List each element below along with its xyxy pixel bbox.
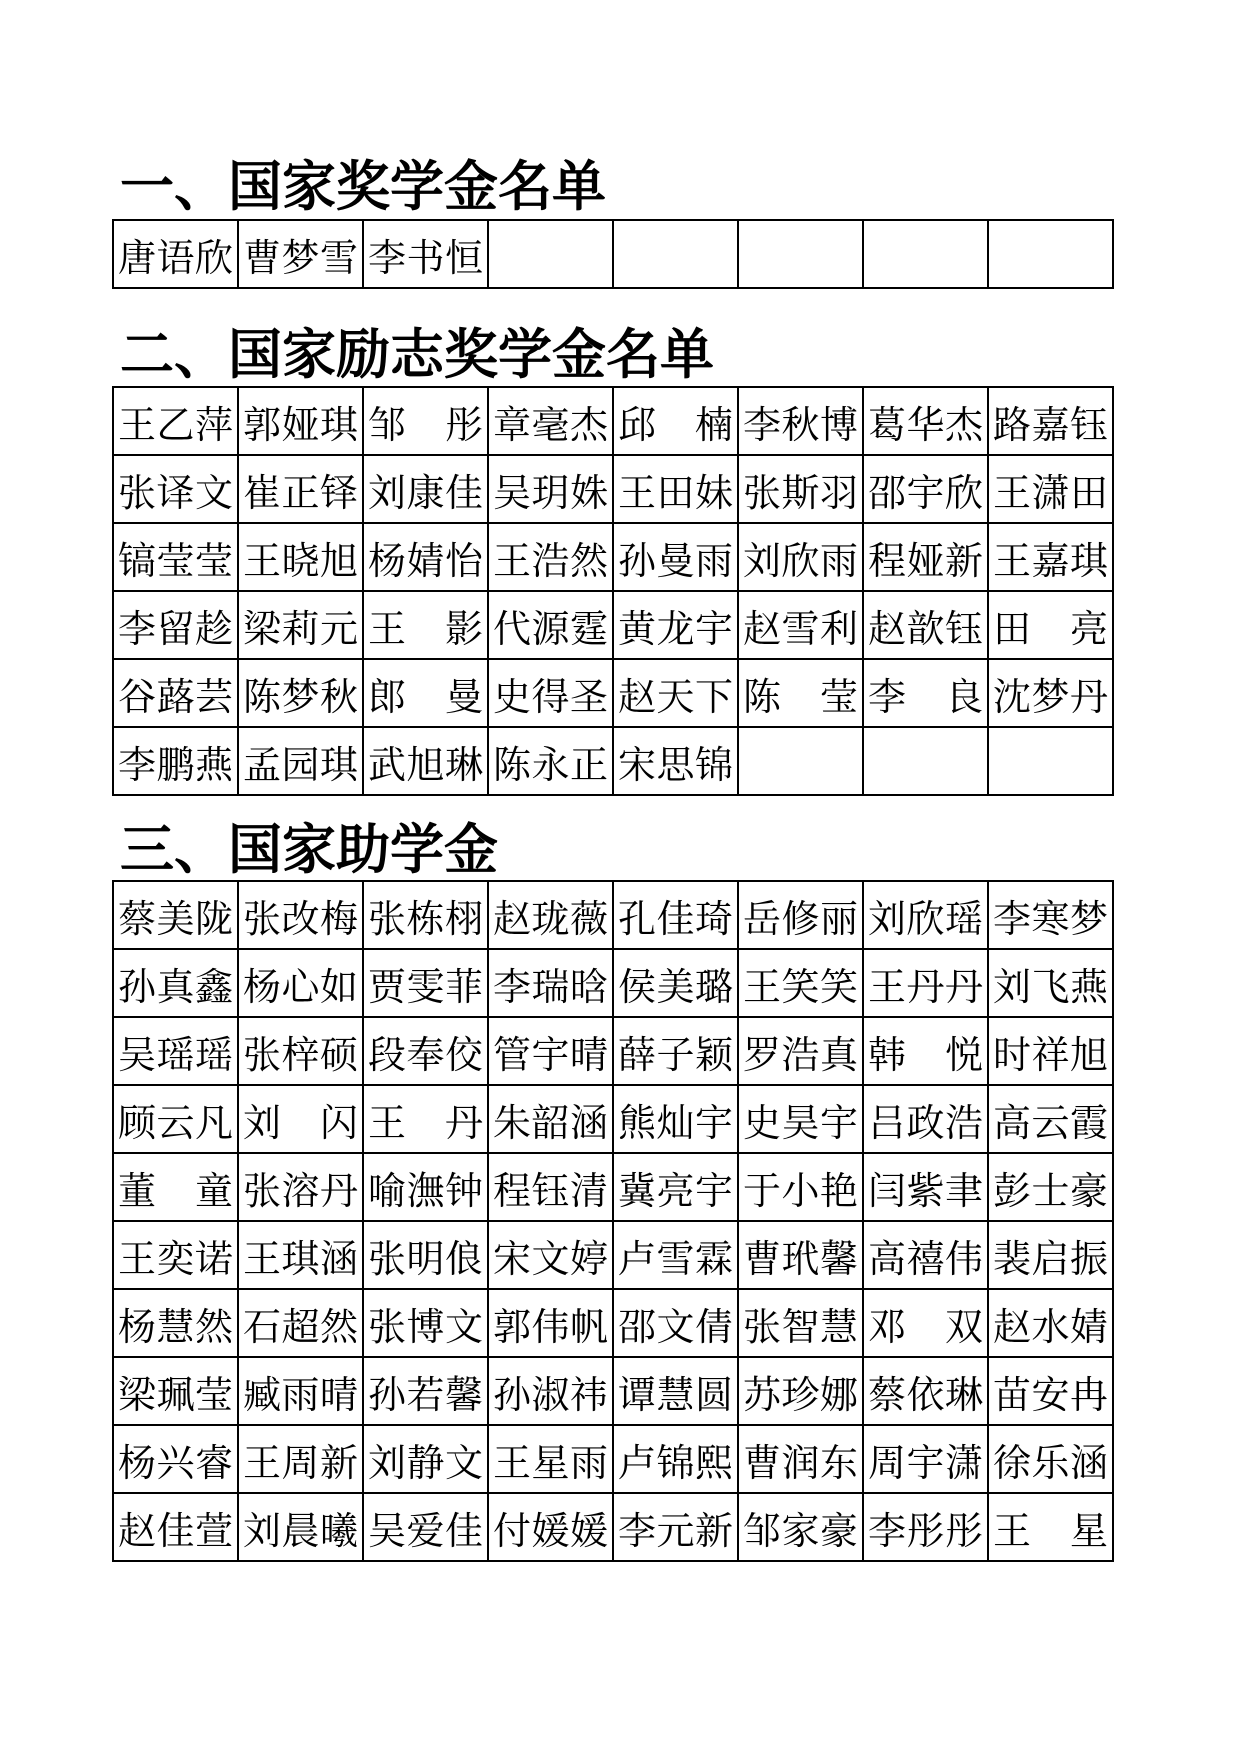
student-name	[864, 221, 987, 287]
student-name: 曹 玳 馨	[743, 1236, 858, 1281]
student-name: 喻 潕 钟	[368, 1168, 483, 1213]
name-cell	[613, 1221, 738, 1289]
name-cell	[863, 659, 988, 727]
name-cell	[488, 1493, 613, 1561]
name-cell	[988, 1425, 1113, 1493]
name-cell	[613, 881, 738, 949]
student-name: 唐 语 欣	[118, 235, 233, 280]
table-row	[113, 1493, 1113, 1561]
student-name: 王 周 新	[243, 1440, 358, 1485]
student-name: 徐 乐 涵	[993, 1440, 1108, 1485]
student-name: 刘 闪	[243, 1100, 358, 1145]
student-name: 卢 锦 熙	[618, 1440, 733, 1485]
name-cell	[613, 220, 738, 288]
name-cell	[238, 220, 363, 288]
student-name: 路 嘉 钰	[993, 402, 1108, 447]
name-cell	[363, 387, 488, 455]
student-name: 赵 珑 薇	[493, 896, 608, 941]
name-cell	[113, 727, 238, 795]
name-cell	[738, 1085, 863, 1153]
name-cell	[613, 1493, 738, 1561]
student-name: 管 宇 晴	[493, 1032, 608, 1077]
name-cell	[363, 1289, 488, 1357]
name-cell	[988, 949, 1113, 1017]
student-name: 梁 珮 莹	[118, 1372, 233, 1417]
student-name: 张 梓 硕	[243, 1032, 358, 1077]
name-cell	[363, 1493, 488, 1561]
student-name: 武 旭 琳	[368, 742, 483, 787]
student-name: 冀 亮 宇	[618, 1168, 733, 1213]
name-cell	[613, 1153, 738, 1221]
table-row	[113, 949, 1113, 1017]
student-name: 杨 婧 怡	[368, 538, 483, 583]
name-cell	[363, 220, 488, 288]
name-cell	[988, 1221, 1113, 1289]
name-cell	[238, 1221, 363, 1289]
student-name: 赵 雪 利	[743, 606, 858, 651]
name-cell	[488, 659, 613, 727]
student-name: 陈 永 正	[493, 742, 608, 787]
name-cell	[863, 1153, 988, 1221]
name-cell	[363, 1085, 488, 1153]
student-name: 吴 瑶 瑶	[118, 1032, 233, 1077]
name-cell	[488, 1153, 613, 1221]
name-cell	[613, 1017, 738, 1085]
name-cell	[113, 220, 238, 288]
name-cell	[488, 727, 613, 795]
table-row	[113, 455, 1113, 523]
name-cell	[863, 1085, 988, 1153]
student-name	[739, 728, 862, 794]
name-cell	[738, 881, 863, 949]
student-name: 曹 梦 雪	[243, 235, 358, 280]
student-name: 梁 莉 元	[243, 606, 358, 651]
student-name: 周 宇 潇	[868, 1440, 983, 1485]
name-cell	[113, 591, 238, 659]
student-name: 赵 水 婧	[993, 1304, 1108, 1349]
name-cell	[488, 949, 613, 1017]
name-cell	[113, 1493, 238, 1561]
name-cell	[238, 659, 363, 727]
student-name: 史 得 圣	[493, 674, 608, 719]
name-cell	[238, 1153, 363, 1221]
student-name: 程 娅 新	[868, 538, 983, 583]
table-row	[113, 727, 1113, 795]
name-cell	[488, 387, 613, 455]
name-cell	[863, 1289, 988, 1357]
name-cell	[488, 1289, 613, 1357]
student-name: 臧 雨 晴	[243, 1372, 358, 1417]
student-name: 刘 飞 燕	[993, 964, 1108, 1009]
student-name: 孙 真 鑫	[118, 964, 233, 1009]
student-name: 张 栋 栩	[368, 896, 483, 941]
name-cell	[363, 727, 488, 795]
name-cell	[113, 455, 238, 523]
student-name: 章 毫 杰	[493, 402, 608, 447]
student-name	[614, 221, 737, 287]
student-name: 王 嘉 琪	[993, 538, 1108, 583]
student-name: 李 留 趁	[118, 606, 233, 651]
name-cell	[238, 1017, 363, 1085]
student-name: 宋 文 婷	[493, 1236, 608, 1281]
student-name: 杨 心 如	[243, 964, 358, 1009]
name-cell	[363, 455, 488, 523]
name-cell	[863, 1425, 988, 1493]
student-name: 刘 静 文	[368, 1440, 483, 1485]
name-cell	[988, 1085, 1113, 1153]
name-cell	[988, 1017, 1113, 1085]
student-name: 吴 爱 佳	[368, 1508, 483, 1553]
table-row	[113, 523, 1113, 591]
name-cell	[238, 1085, 363, 1153]
name-cell	[363, 1425, 488, 1493]
student-name	[489, 221, 612, 287]
name-cell	[988, 591, 1113, 659]
student-name: 谷 蕗 芸	[118, 674, 233, 719]
student-name: 王 浩 然	[493, 538, 608, 583]
student-name: 韩 悦	[868, 1032, 983, 1077]
student-name: 闫 紫 聿	[868, 1168, 983, 1213]
student-name	[739, 221, 862, 287]
name-cell	[363, 1153, 488, 1221]
name-cell	[988, 881, 1113, 949]
name-cell	[863, 387, 988, 455]
student-name: 黄 龙 宇	[618, 606, 733, 651]
student-name: 张 智 慧	[743, 1304, 858, 1349]
table-row	[113, 1153, 1113, 1221]
student-name: 时 祥 旭	[993, 1032, 1108, 1077]
table-row	[113, 387, 1113, 455]
student-name	[989, 728, 1112, 794]
name-cell	[488, 1085, 613, 1153]
name-cell	[488, 1357, 613, 1425]
name-cell	[863, 881, 988, 949]
name-cell	[488, 881, 613, 949]
name-cell	[113, 881, 238, 949]
name-cell	[238, 387, 363, 455]
name-cell	[988, 220, 1113, 288]
student-name: 苏 珍 娜	[743, 1372, 858, 1417]
student-name: 蔡 美 陇	[118, 896, 233, 941]
student-name: 张 译 文	[118, 470, 233, 515]
student-name: 王 笑 笑	[743, 964, 858, 1009]
name-cell	[113, 387, 238, 455]
student-name: 高 云 霞	[993, 1100, 1108, 1145]
student-name: 杨 慧 然	[118, 1304, 233, 1349]
name-cell	[363, 1357, 488, 1425]
student-name: 宋 思 锦	[618, 742, 733, 787]
table-row	[113, 881, 1113, 949]
student-name: 刘 欣 雨	[743, 538, 858, 583]
student-name: 王 奕 诺	[118, 1236, 233, 1281]
student-name: 裴 启 振	[993, 1236, 1108, 1281]
name-cell	[738, 659, 863, 727]
name-cell	[738, 1289, 863, 1357]
student-name: 高 禧 伟	[868, 1236, 983, 1281]
student-name: 郎 曼	[368, 674, 483, 719]
student-name: 曹 润 东	[743, 1440, 858, 1485]
student-name: 杨 兴 睿	[118, 1440, 233, 1485]
student-name: 李 瑞 晗	[493, 964, 608, 1009]
name-cell	[613, 591, 738, 659]
national-encouragement-scholarship-table	[112, 386, 1114, 796]
student-name: 岳 修 丽	[743, 896, 858, 941]
student-name: 邵 宇 欣	[868, 470, 983, 515]
student-name: 史 昊 宇	[743, 1100, 858, 1145]
name-cell	[363, 659, 488, 727]
name-cell	[863, 455, 988, 523]
student-name: 邹 彤	[368, 402, 483, 447]
name-cell	[863, 523, 988, 591]
student-name	[989, 221, 1112, 287]
name-cell	[738, 1357, 863, 1425]
student-name: 陈 梦 秋	[243, 674, 358, 719]
student-name: 李 书 恒	[368, 235, 483, 280]
name-cell	[738, 727, 863, 795]
student-name: 邵 文 倩	[618, 1304, 733, 1349]
name-cell	[488, 455, 613, 523]
student-name: 熊 灿 宇	[618, 1100, 733, 1145]
table-row	[113, 659, 1113, 727]
name-cell	[363, 1017, 488, 1085]
student-name: 付 媛 媛	[493, 1508, 608, 1553]
name-cell	[238, 1425, 363, 1493]
student-name: 于 小 艳	[743, 1168, 858, 1213]
name-cell	[613, 523, 738, 591]
student-name: 顾 云 凡	[118, 1100, 233, 1145]
student-name: 王 琪 涵	[243, 1236, 358, 1281]
name-cell	[613, 1425, 738, 1493]
student-name: 张 改 梅	[243, 896, 358, 941]
name-cell	[738, 1017, 863, 1085]
table-row	[113, 591, 1113, 659]
student-name: 薛 子 颖	[618, 1032, 733, 1077]
name-cell	[738, 1221, 863, 1289]
name-cell	[613, 387, 738, 455]
student-name: 贾 雯 菲	[368, 964, 483, 1009]
student-name: 张 斯 羽	[743, 470, 858, 515]
name-cell	[738, 523, 863, 591]
student-name: 张 溶 丹	[243, 1168, 358, 1213]
name-cell	[488, 523, 613, 591]
name-cell	[863, 727, 988, 795]
name-cell	[863, 1017, 988, 1085]
student-name: 程 钰 清	[493, 1168, 608, 1213]
student-name: 代 源 霆	[493, 606, 608, 651]
student-name: 赵 歆 钰	[868, 606, 983, 651]
section-title-national-grant: 三、国家助学金	[120, 818, 498, 881]
section-title-national-encouragement-scholarship: 二、国家励志奖学金名单	[120, 323, 714, 386]
student-name: 王 星 雨	[493, 1440, 608, 1485]
table-row	[113, 1289, 1113, 1357]
name-cell	[613, 1289, 738, 1357]
name-cell	[988, 727, 1113, 795]
name-cell	[988, 387, 1113, 455]
name-cell	[863, 1493, 988, 1561]
student-name: 李 元 新	[618, 1508, 733, 1553]
name-cell	[238, 1493, 363, 1561]
table-row	[113, 220, 1113, 288]
student-name: 孔 佳 琦	[618, 896, 733, 941]
name-cell	[113, 1289, 238, 1357]
name-cell	[488, 1425, 613, 1493]
student-name: 张 博 文	[368, 1304, 483, 1349]
student-name: 石 超 然	[243, 1304, 358, 1349]
name-cell	[363, 949, 488, 1017]
student-name: 王 影	[368, 606, 483, 651]
student-name: 董 童	[118, 1168, 233, 1213]
student-name: 王 星	[993, 1508, 1108, 1553]
student-name: 孙 淑 祎	[493, 1372, 608, 1417]
student-name: 王 晓 旭	[243, 538, 358, 583]
name-cell	[613, 1357, 738, 1425]
name-cell	[613, 455, 738, 523]
name-cell	[238, 881, 363, 949]
name-cell	[238, 727, 363, 795]
table-row	[113, 1017, 1113, 1085]
student-name: 王 乙 萍	[118, 402, 233, 447]
table-row	[113, 1085, 1113, 1153]
name-cell	[238, 523, 363, 591]
name-cell	[488, 591, 613, 659]
student-name	[864, 728, 987, 794]
name-cell	[613, 727, 738, 795]
student-name: 侯 美 璐	[618, 964, 733, 1009]
student-name: 葛 华 杰	[868, 402, 983, 447]
name-cell	[738, 1493, 863, 1561]
name-cell	[238, 455, 363, 523]
section-title-national-scholarship: 一、国家奖学金名单	[120, 155, 606, 218]
student-name: 邹 家 豪	[743, 1508, 858, 1553]
name-cell	[863, 220, 988, 288]
name-cell	[488, 1221, 613, 1289]
name-cell	[738, 1425, 863, 1493]
name-cell	[363, 1221, 488, 1289]
name-cell	[988, 455, 1113, 523]
name-cell	[988, 1357, 1113, 1425]
name-cell	[113, 1425, 238, 1493]
student-name: 赵 天 下	[618, 674, 733, 719]
student-name: 李 秋 博	[743, 402, 858, 447]
name-cell	[988, 1493, 1113, 1561]
student-name: 王 丹 丹	[868, 964, 983, 1009]
name-cell	[738, 591, 863, 659]
student-name: 刘 欣 瑶	[868, 896, 983, 941]
name-cell	[613, 1085, 738, 1153]
student-name: 王 丹	[368, 1100, 483, 1145]
table-row	[113, 1221, 1113, 1289]
student-name: 陈 莹	[743, 674, 858, 719]
student-name: 沈 梦 丹	[993, 674, 1108, 719]
name-cell	[238, 1289, 363, 1357]
table-row	[113, 1357, 1113, 1425]
student-name: 郭 娅 琪	[243, 402, 358, 447]
name-cell	[113, 1153, 238, 1221]
student-name: 卢 雪 霖	[618, 1236, 733, 1281]
name-cell	[863, 1357, 988, 1425]
student-name: 郭 伟 帆	[493, 1304, 608, 1349]
name-cell	[613, 659, 738, 727]
student-name: 邱 楠	[618, 402, 733, 447]
name-cell	[113, 1085, 238, 1153]
student-name: 刘 晨 曦	[243, 1508, 358, 1553]
name-cell	[113, 949, 238, 1017]
name-cell	[988, 1289, 1113, 1357]
student-name: 朱 韶 涵	[493, 1100, 608, 1145]
student-name: 苗 安 冉	[993, 1372, 1108, 1417]
student-name: 蔡 依 琳	[868, 1372, 983, 1417]
student-name: 崔 正 铎	[243, 470, 358, 515]
student-name: 罗 浩 真	[743, 1032, 858, 1077]
name-cell	[363, 523, 488, 591]
student-name: 彭 士 豪	[993, 1168, 1108, 1213]
table-row	[113, 1425, 1113, 1493]
name-cell	[113, 659, 238, 727]
student-name: 李 彤 彤	[868, 1508, 983, 1553]
name-cell	[738, 949, 863, 1017]
national-scholarship-table	[112, 219, 1114, 289]
name-cell	[738, 1153, 863, 1221]
student-name: 李 鹏 燕	[118, 742, 233, 787]
name-cell	[988, 659, 1113, 727]
student-name: 段 奉 佼	[368, 1032, 483, 1077]
student-name: 邓 双	[868, 1304, 983, 1349]
name-cell	[488, 1017, 613, 1085]
name-cell	[863, 949, 988, 1017]
student-name: 孙 曼 雨	[618, 538, 733, 583]
name-cell	[988, 523, 1113, 591]
student-name: 王 田 妹	[618, 470, 733, 515]
name-cell	[738, 455, 863, 523]
name-cell	[238, 591, 363, 659]
name-cell	[863, 591, 988, 659]
name-cell	[738, 220, 863, 288]
name-cell	[113, 1017, 238, 1085]
student-name: 吕 政 浩	[868, 1100, 983, 1145]
name-cell	[363, 591, 488, 659]
student-name: 刘 康 佳	[368, 470, 483, 515]
student-name: 谭 慧 圆	[618, 1372, 733, 1417]
name-cell	[738, 387, 863, 455]
name-cell	[613, 949, 738, 1017]
student-name: 李 良	[868, 674, 983, 719]
name-cell	[238, 1357, 363, 1425]
student-name: 李 寒 梦	[993, 896, 1108, 941]
name-cell	[863, 1221, 988, 1289]
student-name: 孟 园 琪	[243, 742, 358, 787]
national-grant-table	[112, 880, 1114, 1562]
student-name: 田 亮	[993, 606, 1108, 651]
name-cell	[238, 949, 363, 1017]
student-name: 镐 莹 莹	[118, 538, 233, 583]
student-name: 赵 佳 萱	[118, 1508, 233, 1553]
student-name: 张 明 俍	[368, 1236, 483, 1281]
name-cell	[113, 1221, 238, 1289]
student-name: 吴 玥 姝	[493, 470, 608, 515]
name-cell	[488, 220, 613, 288]
name-cell	[113, 523, 238, 591]
name-cell	[988, 1153, 1113, 1221]
student-name: 王 潇 田	[993, 470, 1108, 515]
student-name: 孙 若 馨	[368, 1372, 483, 1417]
name-cell	[363, 881, 488, 949]
name-cell	[113, 1357, 238, 1425]
